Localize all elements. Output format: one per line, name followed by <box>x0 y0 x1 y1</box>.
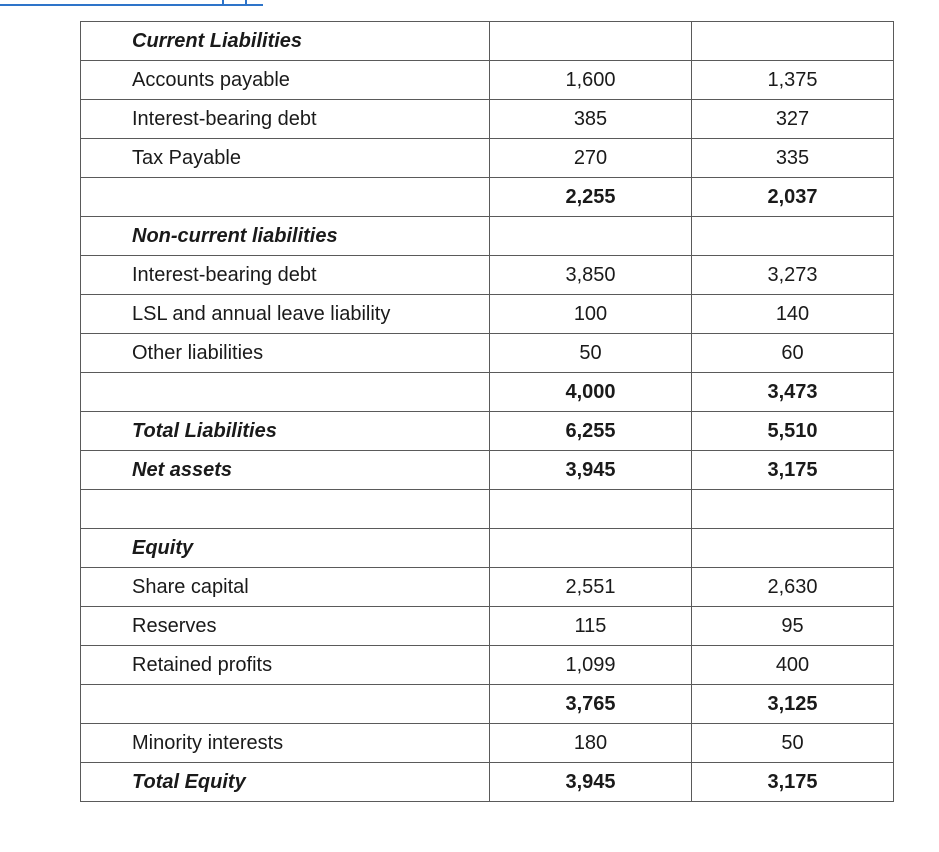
value-cell-col2: 50 <box>692 724 894 763</box>
value-cell-col2 <box>692 529 894 568</box>
heading-glyph-fragment <box>222 0 224 5</box>
value-cell-col2: 3,473 <box>692 373 894 412</box>
row-label-cell: Share capital <box>81 568 490 607</box>
row-label-cell <box>81 490 490 529</box>
value-cell-col2: 5,510 <box>692 412 894 451</box>
value-cell-col2: 327 <box>692 100 894 139</box>
row-label-cell: Current Liabilities <box>81 22 490 61</box>
value-cell-col1: 3,945 <box>490 763 692 802</box>
table-row <box>81 139 894 178</box>
table-row <box>81 295 894 334</box>
table-row <box>81 61 894 100</box>
row-label-cell <box>81 685 490 724</box>
row-label-cell: Interest-bearing debt <box>81 100 490 139</box>
table-row <box>81 451 894 490</box>
heading-glyph-fragment <box>245 0 247 5</box>
value-cell-col2 <box>692 22 894 61</box>
balance-sheet-body <box>81 22 894 802</box>
value-cell-col1: 6,255 <box>490 412 692 451</box>
value-cell-col1: 50 <box>490 334 692 373</box>
value-cell-col2: 335 <box>692 139 894 178</box>
value-cell-col2: 95 <box>692 607 894 646</box>
row-label-cell: LSL and annual leave liability <box>81 295 490 334</box>
value-cell-col1: 100 <box>490 295 692 334</box>
value-cell-col1 <box>490 217 692 256</box>
value-cell-col1 <box>490 529 692 568</box>
row-label-cell: Total Equity <box>81 763 490 802</box>
row-label-cell: Accounts payable <box>81 61 490 100</box>
value-cell-col1: 1,600 <box>490 61 692 100</box>
row-label-cell: Other liabilities <box>81 334 490 373</box>
value-cell-col2: 140 <box>692 295 894 334</box>
value-cell-col1: 115 <box>490 607 692 646</box>
row-label-cell: Equity <box>81 529 490 568</box>
table-row <box>81 178 894 217</box>
row-label-cell: Interest-bearing debt <box>81 256 490 295</box>
value-cell-col2: 2,037 <box>692 178 894 217</box>
row-label-cell: Non-current liabilities <box>81 217 490 256</box>
table-row <box>81 256 894 295</box>
cropped-heading-fragment <box>0 0 380 8</box>
row-label-cell: Minority interests <box>81 724 490 763</box>
table-row <box>81 646 894 685</box>
value-cell-col2: 2,630 <box>692 568 894 607</box>
value-cell-col1: 2,255 <box>490 178 692 217</box>
value-cell-col1: 2,551 <box>490 568 692 607</box>
table-row <box>81 100 894 139</box>
value-cell-col2: 3,273 <box>692 256 894 295</box>
value-cell-col2: 400 <box>692 646 894 685</box>
value-cell-col1: 3,945 <box>490 451 692 490</box>
table-row <box>81 22 894 61</box>
value-cell-col1: 270 <box>490 139 692 178</box>
value-cell-col1: 180 <box>490 724 692 763</box>
value-cell-col2: 3,125 <box>692 685 894 724</box>
table-row <box>81 724 894 763</box>
table-row <box>81 373 894 412</box>
value-cell-col2: 3,175 <box>692 763 894 802</box>
row-label-cell <box>81 373 490 412</box>
value-cell-col2 <box>692 490 894 529</box>
row-label-cell: Retained profits <box>81 646 490 685</box>
row-label-cell: Tax Payable <box>81 139 490 178</box>
value-cell-col1: 4,000 <box>490 373 692 412</box>
table-row <box>81 568 894 607</box>
value-cell-col1 <box>490 490 692 529</box>
table-row <box>81 685 894 724</box>
table-row <box>81 763 894 802</box>
value-cell-col2: 1,375 <box>692 61 894 100</box>
value-cell-col2: 3,175 <box>692 451 894 490</box>
table-row <box>81 217 894 256</box>
row-label-cell: Net assets <box>81 451 490 490</box>
row-label-cell: Reserves <box>81 607 490 646</box>
table-row <box>81 334 894 373</box>
value-cell-col1: 3,850 <box>490 256 692 295</box>
row-label-cell: Total Liabilities <box>81 412 490 451</box>
value-cell-col2: 60 <box>692 334 894 373</box>
value-cell-col2 <box>692 217 894 256</box>
row-label-cell <box>81 178 490 217</box>
table-row <box>81 607 894 646</box>
value-cell-col1: 385 <box>490 100 692 139</box>
table-row <box>81 529 894 568</box>
table-row <box>81 490 894 529</box>
value-cell-col1 <box>490 22 692 61</box>
balance-sheet-table <box>80 21 894 802</box>
value-cell-col1: 1,099 <box>490 646 692 685</box>
table-row <box>81 412 894 451</box>
value-cell-col1: 3,765 <box>490 685 692 724</box>
